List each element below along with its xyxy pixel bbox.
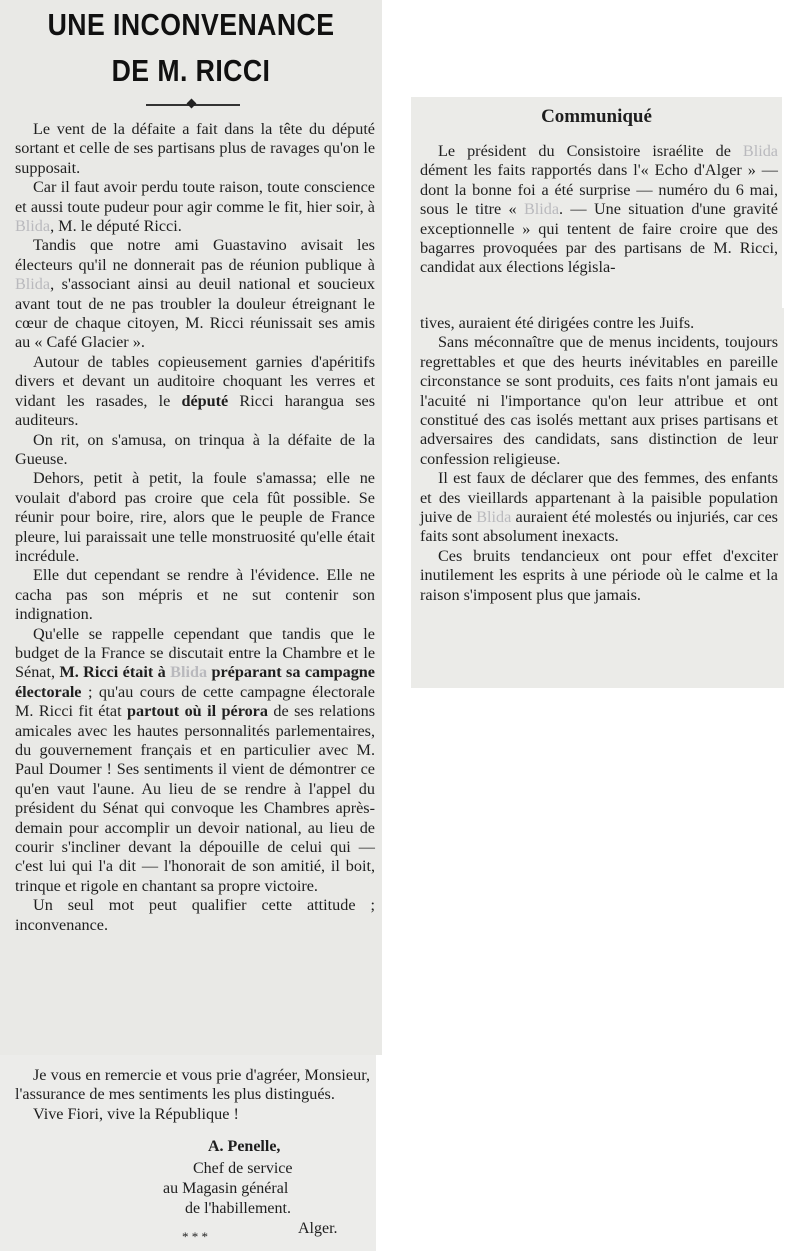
communique-paragraph: Sans méconnaître que de menus incidents, toujours regrettables et que des heurts inévitables en pareille circonstance se sont produits, ces faits n'ont jamais eu l'acuité ni l'importance qu'on leur attribue et ont constitué des cas isolés mettant aux prises partisans et adversaires des candidats, sans distinction de leur confession religieuse.	[420, 333, 778, 468]
signature-name: A. Penelle,	[208, 1138, 281, 1155]
article-body	[15, 120, 375, 935]
ornament-rule	[146, 104, 240, 106]
signature-line: au Magasin général	[163, 1180, 289, 1197]
place-name: Blida	[523, 200, 560, 219]
article-paragraph: Elle dut cependant se rendre à l'évidence. Elle ne cacha pas son mépris et ne sut contenir son indignation.	[15, 566, 375, 624]
communique-body-top	[420, 142, 778, 278]
letter-paragraph: Je vous en remercie et vous prie d'agréer, Monsieur, l'assurance de mes sentiments les plus distingués.	[15, 1066, 370, 1104]
letter-body	[15, 1066, 370, 1124]
article-clipping	[0, 0, 382, 1055]
place-name: Blida	[476, 508, 512, 527]
signature-line: Chef de service	[193, 1160, 293, 1177]
communique-paragraph: tives, auraient été dirigées contre les Juifs.	[420, 314, 695, 332]
place-name: Blida	[15, 217, 51, 236]
communique-title: Communiqué	[541, 106, 652, 127]
article-paragraph: On rit, on s'amusa, on trinqua à la défaite de la Gueuse.	[15, 430, 375, 468]
communique-body-bottom	[420, 314, 778, 605]
place-name: Blida	[170, 663, 208, 682]
article-paragraph: Autour de tables copieusement garnies d'apéritifs divers et devant un auditoire choquant les verres et vidant les rasades, le député Ricci harangua ses auditeurs.	[15, 352, 376, 430]
communique-paragraph: Le président du Consistoire israélite de Blida dément les faits rapportés dans l'« Echo d'Alger » — dont la bonne foi a été surprise — numéro du 6 mai, sous le titre « Blida. — Une situation d'une gravité exceptionnelle » qui tentent de faire croire que des bagarres provoquées par des partisans de M. Ricci, candidat aux élections législa-	[420, 142, 778, 277]
article-paragraph: Tandis que notre ami Guastavino avisait les électeurs qu'il ne donnerait pas de réunion publique à Blida, s'associant ainsi au deuil national et soucieux avant tout de ne pas troubler la douleur étreignant le cœur de chaque citoyen, M. Ricci réunissait ses amis au « Café Glacier ».	[15, 236, 375, 352]
headline-line-1: UNE INCONVENANCE	[47, 7, 335, 42]
place-name: Blida	[15, 275, 51, 294]
article-paragraph: Le vent de la défaite a fait dans la tête du député sortant et celle de ses partisans plus de ravages qu'on le supposait.	[15, 120, 375, 177]
place-name: Blida	[742, 142, 778, 160]
signature-line: de l'habillement.	[185, 1200, 291, 1217]
separator-stars: * * *	[182, 1229, 208, 1244]
article-paragraph: Dehors, petit à petit, la foule s'amassa; elle ne voulait d'abord pas croire que cela fût possible. Se réunir pour boire, rire, alors que le peuple de France pleure, lui paraissait une telle monstruosité qu'elle était incrédule.	[15, 469, 375, 565]
headline-line-2: DE M. RICCI	[111, 53, 271, 88]
article-paragraph: Qu'elle se rappelle cependant que tandis que le budget de la France se discutait entre la Chambre et le Sénat, M. Ricci était à Blida préparant sa campagne électorale ; qu'au cours de cette campagne électorale M. Ricci fit état partout où il pérora de ses relations amicales avec les hautes personnalités parlementaires, du gouvernement français et en particulier avec M. Paul Doumer ! Ses sentiments il vient de démontrer ce qu'en vaut l'aune. Au lieu de se rendre à l'appel du président du Sénat qui convoque les Chambres après-demain pour accomplir un devoir national, au lieu de courir s'incliner devant la dépouille de celui qui — c'est lui qui l'a dit — l'honorait de son amitié, il boit, trinque et rigole en chantant sa propre victoire.	[15, 624, 376, 895]
signature-line: Alger.	[298, 1220, 338, 1237]
letter-paragraph: Vive Fiori, vive la République !	[33, 1104, 239, 1123]
communique-paragraph: Ces bruits tendancieux ont pour effet d'exciter inutilement les esprits à une période où le calme et la raison s'imposent plus que jamais.	[420, 546, 778, 604]
communique-paragraph: Il est faux de déclarer que des femmes, des enfants et des vieillards appartenant à la paisible population juive de Blida auraient été molestés ou injuriés, car ces faits sont absolument inexacts.	[420, 469, 778, 546]
article-paragraph: Car il faut avoir perdu toute raison, toute conscience et aussi toute pudeur pour agir comme le fit, hier soir, à Blida, M. le député Ricci.	[15, 178, 375, 236]
article-paragraph: Un seul mot peut qualifier cette attitude ; inconvenance.	[15, 896, 375, 934]
